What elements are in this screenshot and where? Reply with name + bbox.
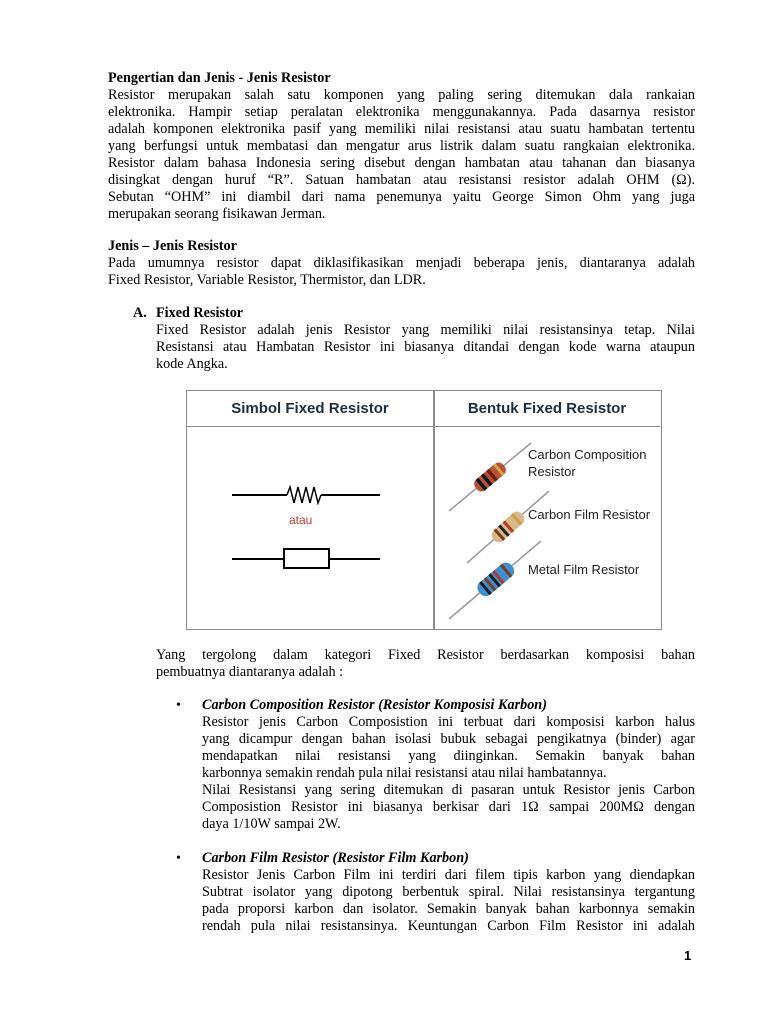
bullet-title: Carbon Film Resistor (Resistor Film Karbon)	[202, 850, 469, 866]
kategori-line: pembuatnya diantaranya adalah :	[156, 664, 344, 680]
bullet-title: Carbon Composition Resistor (Resistor Komposisi Karbon)	[202, 697, 547, 713]
page-number: 1	[684, 948, 692, 963]
intro-line: disingkat dengan huruf “R”. Satuan hambatan atau resistansi resistor adalah OHM (Ω).	[108, 172, 695, 188]
carbon-film-label: Carbon Film Resistor	[528, 507, 651, 522]
intro-line: Resistor dalam bahasa Indonesia sering disebut dengan hambatan atau tahanan dan biasanya	[108, 155, 695, 171]
bullet-line: Nilai Resistansi yang sering ditemukan di pasaran untuk Resistor jenis Carbon	[202, 782, 695, 798]
fixed-resistor-figure	[186, 390, 662, 630]
jenis-line: Fixed Resistor, Variable Resistor, Thermistor, dan LDR.	[108, 272, 426, 288]
zigzag-resistor-symbol	[232, 481, 382, 505]
page-title: Pengertian dan Jenis - Jenis Resistor	[108, 70, 331, 86]
bullet-line: rendah pula nilai resistansinya. Keuntungan Carbon Film Resistor ini adalah	[202, 918, 695, 934]
figure-left-title: Simbol Fixed Resistor	[231, 400, 389, 417]
section-a-line: Resistansi atau Hambatan Resistor ini biasanya ditandai dengan kode warna ataupun	[156, 339, 695, 355]
bullet-line: Composistion Resistor ini biasanya berkisar dari 1Ω sampai 200MΩ dengan	[202, 799, 695, 815]
bullet-line: yang dicampur dengan bahan isolasi bubuk sebagai pengikatnya (binder) agar	[202, 731, 695, 747]
intro-line: elektronika. Hampir setiap peralatan elektronika menggunakannya. Pada dasarnya resistor	[108, 104, 695, 120]
figure-left-header	[187, 391, 434, 427]
atau-label: atau	[289, 513, 313, 527]
kategori-line: Yang tergolong dalam kategori Fixed Resistor berdasarkan komposisi bahan	[156, 647, 695, 663]
intro-line: yang berfungsi untuk membatasi dan mengatur arus listrik dalam suatu rangkaian elektronika.	[108, 138, 695, 154]
metal-film-resistor-image	[445, 537, 545, 623]
figure-right-title: Bentuk Fixed Resistor	[467, 400, 627, 417]
bullet-line: pada proporsi karbon dan isolator. Semakin banyak bahan karbonnya semakin	[202, 901, 695, 917]
section-a-label: A.	[133, 305, 147, 321]
carbon-composition-label: Carbon Composition	[528, 447, 647, 462]
bullet-line: Subtrat isolator yang dipotong berbentuk spiral. Nilai resistansinya tergantung	[202, 884, 695, 900]
figure-right-header	[434, 391, 660, 427]
jenis-heading: Jenis – Jenis Resistor	[108, 238, 237, 254]
section-a-title: Fixed Resistor	[156, 305, 244, 321]
section-a-line: kode Angka.	[156, 356, 228, 372]
bullet-line: daya 1/10W sampai 2W.	[202, 816, 341, 832]
bullet-line: karbonnya semakin rendah pula nilai resistansi atau nilai hambatannya.	[202, 765, 607, 781]
intro-line: Sebutan “OHM” ini diambil dari nama penemunya yaitu George Simon Ohm yang juga	[108, 189, 695, 205]
bullet-line: mendapatkan nilai resistansi yang diinginkan. Semakin banyak bahan	[202, 748, 695, 764]
bullet-line: Resistor jenis Carbon Composistion ini terbuat dari komposisi karbon halus	[202, 714, 695, 730]
bullet-line: Resistor Jenis Carbon Film ini terdiri dari filem tipis karbon yang diendapkan	[202, 867, 695, 883]
metal-film-label: Metal Film Resistor	[528, 562, 640, 577]
box-resistor-symbol	[232, 546, 382, 572]
section-a-line: Fixed Resistor adalah jenis Resistor yang memiliki nilai resistansinya tetap. Nilai	[156, 322, 695, 338]
intro-line: merupakan seorang fisikawan Jerman.	[108, 206, 326, 222]
figure-divider	[433, 391, 435, 629]
carbon-composition-label-line2: Resistor	[528, 464, 576, 479]
bullet-icon: •	[176, 851, 181, 866]
jenis-line: Pada umumnya resistor dapat diklasifikasikan menjadi beberapa jenis, diantaranya adalah	[108, 255, 695, 271]
bullet-icon: •	[176, 698, 181, 713]
intro-line: adalah komponen elektronika pasif yang memiliki nilai resistansi atau suatu hambatan tertentu	[108, 121, 695, 137]
intro-line: Resistor merupakan salah satu komponen yang paling sering ditemukan dala rankaian	[108, 87, 695, 103]
